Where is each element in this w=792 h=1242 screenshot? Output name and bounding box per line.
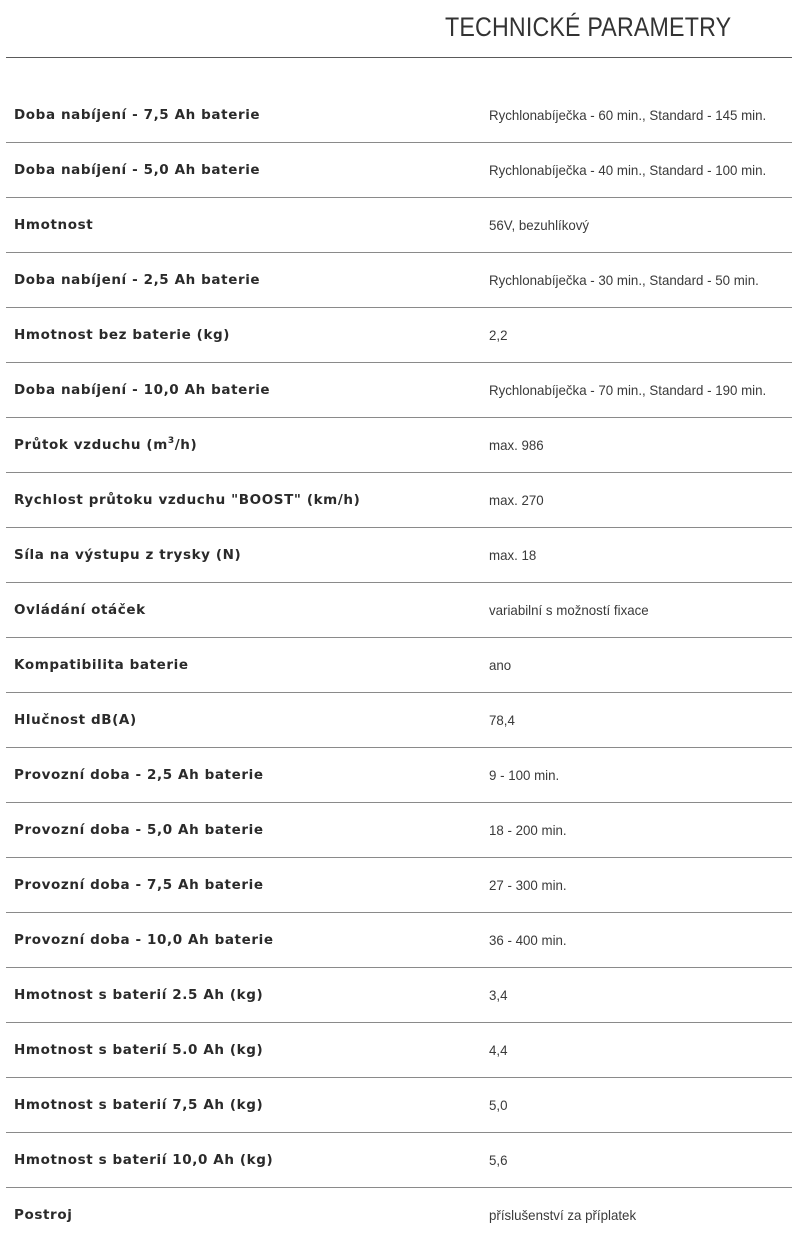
spec-row [6,913,792,968]
spec-label-superscript: 3 [167,435,175,446]
spec-label: Hmotnost s baterií 7,5 Ah (kg) [14,1097,264,1113]
spec-table [6,88,792,1242]
spec-label: Hmotnost bez baterie (kg) [14,327,231,343]
spec-row [6,253,792,308]
spec-label: Provozní doba - 2,5 Ah baterie [14,767,264,783]
spec-label: Provozní doba - 10,0 Ah baterie [14,932,274,948]
spec-row [6,1078,792,1133]
spec-row [6,693,792,748]
spec-row [6,638,792,693]
spec-row [6,363,792,418]
spec-value: 2,2 [489,327,508,343]
spec-row [6,1133,792,1188]
spec-value: Rychlonabíječka - 30 min., Standard - 50 min. [489,272,759,288]
spec-value: příslušenství za příplatek [489,1207,637,1223]
spec-value: max. 270 [489,492,544,508]
spec-row [6,968,792,1023]
spec-value: ano [489,657,512,673]
page-title: TECHNICKÉ PARAMETRY [445,12,732,42]
spec-label: Provozní doba - 5,0 Ah baterie [14,822,264,838]
spec-value: 78,4 [489,712,515,728]
spec-label: Doba nabíjení - 7,5 Ah baterie [14,107,261,123]
spec-value: Rychlonabíječka - 60 min., Standard - 145 min. [489,107,767,123]
spec-label: Doba nabíjení - 2,5 Ah baterie [14,272,261,288]
spec-row [6,143,792,198]
spec-label-text: Průtok vzduchu (m [14,437,168,453]
spec-value: variabilní s možností fixace [489,602,649,618]
spec-label: Doba nabíjení - 5,0 Ah baterie [14,162,261,178]
spec-row [6,88,792,143]
spec-value: 56V, bezuhlíkový [489,217,590,233]
spec-row [6,528,792,583]
spec-value: 18 - 200 min. [489,822,567,838]
spec-label: Rychlost průtoku vzduchu "BOOST" (km/h) [14,492,361,508]
spec-row [6,1023,792,1078]
spec-value: 4,4 [489,1042,508,1058]
spec-label: Hmotnost s baterií 5.0 Ah (kg) [14,1042,264,1058]
spec-label: Ovládání otáček [14,602,146,618]
spec-value: 5,6 [489,1152,508,1168]
spec-label: Kompatibilita baterie [14,657,189,673]
spec-row [6,748,792,803]
spec-label: Síla na výstupu z trysky (N) [14,547,242,563]
spec-value: Rychlonabíječka - 40 min., Standard - 100 min. [489,162,767,178]
spec-label: Hmotnost s baterií 10,0 Ah (kg) [14,1152,274,1168]
spec-row [6,308,792,363]
spec-value: 3,4 [489,987,508,1003]
spec-row [6,473,792,528]
spec-row [6,858,792,913]
spec-label: Hmotnost s baterií 2.5 Ah (kg) [14,987,264,1003]
spec-value: 9 - 100 min. [489,767,560,783]
spec-label: Doba nabíjení - 10,0 Ah baterie [14,382,271,398]
spec-value: 36 - 400 min. [489,932,567,948]
spec-row [6,803,792,858]
spec-value: max. 986 [489,437,544,453]
spec-row [6,1188,792,1242]
spec-row [6,198,792,253]
title-divider [6,57,792,58]
spec-value: 5,0 [489,1097,508,1113]
spec-label: Hmotnost [14,217,94,233]
spec-value: max. 18 [489,547,537,563]
spec-label: Hlučnost dB(A) [14,712,137,728]
spec-row [6,583,792,638]
spec-label: Provozní doba - 7,5 Ah baterie [14,877,264,893]
spec-row [6,418,792,473]
spec-label-text: /h) [174,437,198,453]
spec-value: Rychlonabíječka - 70 min., Standard - 190 min. [489,382,767,398]
spec-label [14,418,197,472]
spec-value: 27 - 300 min. [489,877,567,893]
spec-label: Postroj [14,1207,73,1223]
